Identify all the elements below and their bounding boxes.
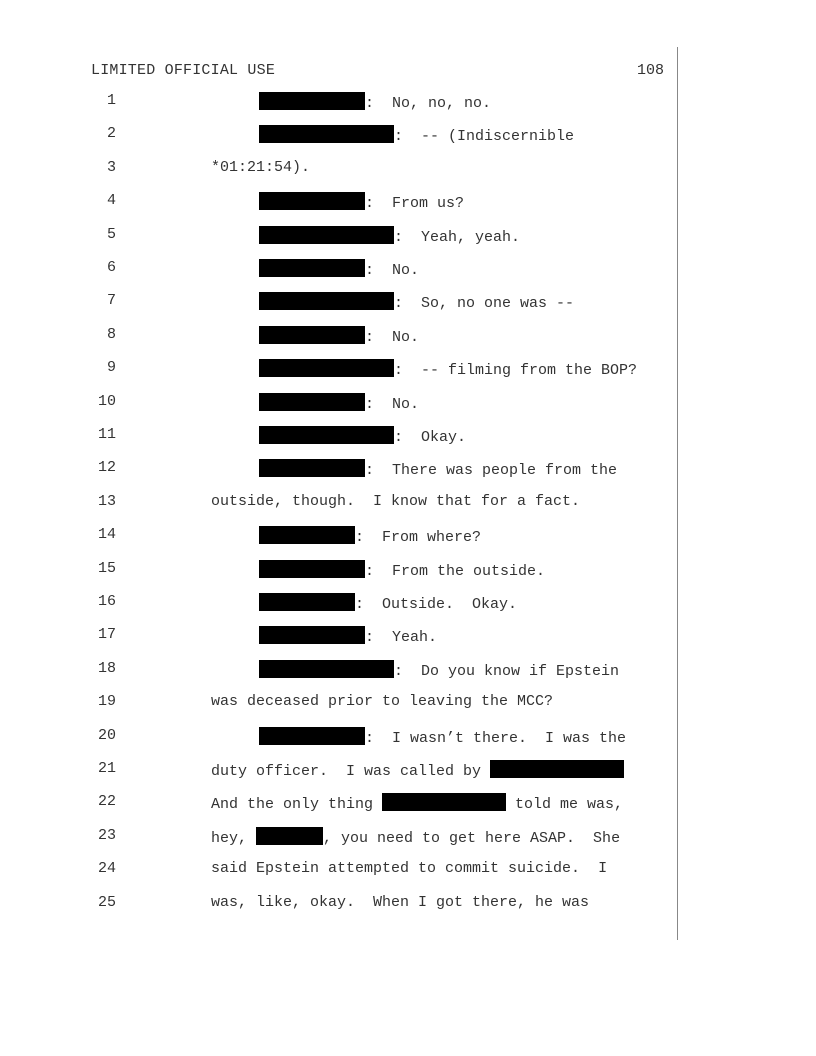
line-text: : No. <box>365 395 420 413</box>
transcript-line <box>0 626 700 648</box>
speaker-name-redaction <box>259 92 365 110</box>
speaker-name-redaction <box>259 359 394 377</box>
line-content <box>211 159 310 176</box>
line-content <box>259 593 517 613</box>
transcript-line <box>0 459 700 481</box>
line-content <box>259 660 619 680</box>
line-number: 8 <box>106 325 116 343</box>
transcript-line <box>0 359 700 381</box>
line-text: : -- (Indiscernible <box>394 128 575 146</box>
line-number: 18 <box>97 659 116 677</box>
line-number: 16 <box>97 593 116 610</box>
line-text: : I wasn’t there. I was the <box>365 729 627 747</box>
line-number: 10 <box>97 392 116 410</box>
line-text: : There was people from the <box>365 462 618 480</box>
line-number: 4 <box>106 192 116 210</box>
name-redaction <box>382 793 506 811</box>
transcript-line <box>0 693 700 715</box>
page-header-classification: LIMITED OFFICIAL USE <box>91 62 276 79</box>
speaker-name-redaction <box>259 459 365 477</box>
line-text: : From where? <box>355 529 482 547</box>
line-text: : Yeah, yeah. <box>394 228 521 246</box>
speaker-name-redaction <box>259 593 355 611</box>
transcript-line <box>0 560 700 582</box>
line-text-after-redaction: told me was, <box>515 796 624 814</box>
name-redaction <box>256 827 323 845</box>
line-number: 3 <box>106 158 116 176</box>
transcript-line <box>0 426 700 448</box>
line-content <box>259 426 466 446</box>
transcript-line <box>0 526 700 548</box>
transcript-line <box>0 860 700 882</box>
line-content <box>211 894 589 911</box>
transcript-line <box>0 593 700 615</box>
line-content <box>259 526 481 546</box>
transcript-line <box>0 159 700 181</box>
line-content <box>259 359 637 379</box>
line-number: 11 <box>97 426 116 443</box>
speaker-name-redaction <box>259 526 355 544</box>
speaker-name-redaction <box>259 626 365 644</box>
line-number: 15 <box>97 559 116 577</box>
line-number: 12 <box>97 459 116 477</box>
line-text: : No. <box>365 328 420 346</box>
line-number: 1 <box>106 92 116 109</box>
line-content <box>211 493 580 510</box>
speaker-name-redaction <box>259 660 394 678</box>
line-number: 22 <box>97 793 116 811</box>
line-content <box>259 459 617 479</box>
line-content <box>259 727 626 747</box>
line-text: *01:21:54). <box>211 158 311 176</box>
speaker-name-redaction <box>259 727 365 745</box>
line-text: duty officer. I was called by <box>211 763 482 780</box>
transcript-line <box>0 259 700 281</box>
line-text: outside, though. I know that for a fact. <box>211 492 581 510</box>
line-text: was, like, okay. When I got there, he was <box>211 893 590 911</box>
line-content <box>259 259 419 279</box>
line-number: 13 <box>97 492 116 510</box>
line-content <box>259 393 419 413</box>
transcript-line <box>0 760 700 782</box>
line-number: 24 <box>97 860 116 878</box>
page-number: 108 <box>637 62 665 79</box>
line-content <box>259 292 574 312</box>
line-text: : -- filming from the BOP? <box>394 362 638 380</box>
line-text: : No, no, no. <box>365 95 492 112</box>
line-content <box>211 693 553 710</box>
line-text-after-redaction: , you need to get here ASAP. She <box>323 829 621 847</box>
line-number: 21 <box>97 760 116 777</box>
line-text: hey, <box>211 829 248 847</box>
line-content <box>259 92 491 112</box>
transcript-line <box>0 292 700 314</box>
line-content <box>259 560 545 580</box>
transcript-line <box>0 793 700 815</box>
line-text: : Do you know if Epstein <box>394 662 620 680</box>
speaker-name-redaction <box>259 259 365 277</box>
line-text: : Okay. <box>394 429 467 446</box>
line-text: : Yeah. <box>365 629 438 647</box>
line-content <box>259 626 437 646</box>
line-number: 9 <box>106 359 116 377</box>
line-number: 7 <box>106 292 116 310</box>
speaker-name-redaction <box>259 560 365 578</box>
line-text: : So, no one was -- <box>394 295 575 313</box>
transcript-line <box>0 125 700 147</box>
line-content <box>259 326 419 346</box>
line-text: : Outside. Okay. <box>355 596 518 613</box>
line-number: 20 <box>97 726 116 744</box>
line-text: was deceased prior to leaving the MCC? <box>211 693 554 711</box>
transcript-line <box>0 192 700 214</box>
line-content <box>211 860 607 877</box>
line-number: 25 <box>97 893 116 911</box>
name-redaction <box>490 760 624 778</box>
transcript-line <box>0 894 700 916</box>
line-number: 23 <box>97 826 116 844</box>
transcript-line <box>0 827 700 849</box>
line-number: 19 <box>97 693 116 711</box>
line-text: : From us? <box>365 195 465 213</box>
transcript-line <box>0 326 700 348</box>
line-content <box>259 125 574 145</box>
line-number: 6 <box>106 259 116 276</box>
speaker-name-redaction <box>259 226 394 244</box>
line-text: And the only thing <box>211 796 374 814</box>
line-number: 14 <box>97 526 116 544</box>
line-content <box>211 760 624 780</box>
transcript-line <box>0 226 700 248</box>
line-number: 2 <box>106 125 116 143</box>
transcript-line <box>0 393 700 415</box>
speaker-name-redaction <box>259 326 365 344</box>
transcript-line <box>0 727 700 749</box>
line-number: 5 <box>106 225 116 243</box>
transcript-line <box>0 660 700 682</box>
speaker-name-redaction <box>259 426 394 444</box>
speaker-name-redaction <box>259 125 394 143</box>
line-text: : From the outside. <box>365 562 546 580</box>
line-content <box>259 192 464 212</box>
line-content <box>259 226 520 246</box>
line-text: : No. <box>365 262 420 279</box>
line-text: said Epstein attempted to commit suicide. I <box>211 860 608 878</box>
speaker-name-redaction <box>259 192 365 210</box>
line-number: 17 <box>97 626 116 644</box>
line-content <box>211 793 623 813</box>
transcript-line <box>0 493 700 515</box>
line-content <box>211 827 620 847</box>
transcript-line <box>0 92 700 114</box>
speaker-name-redaction <box>259 292 394 310</box>
speaker-name-redaction <box>259 393 365 411</box>
